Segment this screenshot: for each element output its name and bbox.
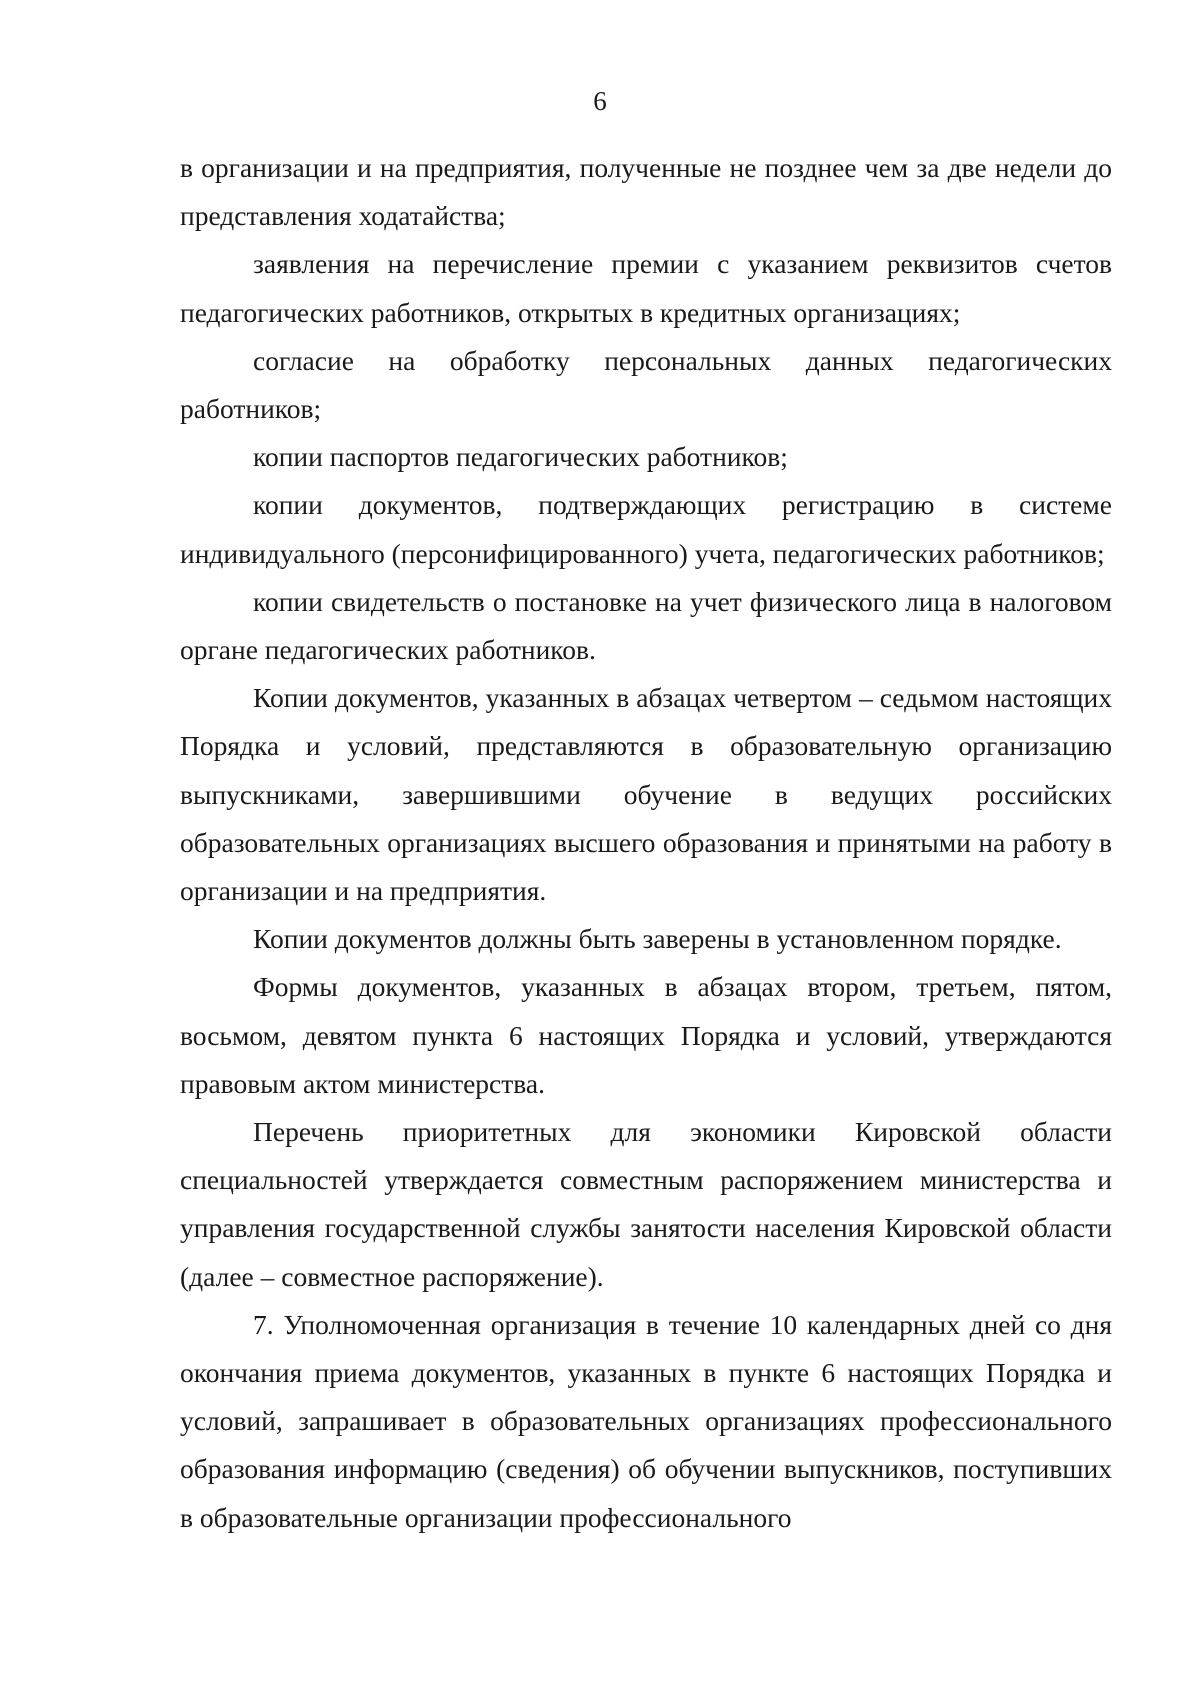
paragraph: Перечень приоритетных для экономики Кировской области специальностей утверждается совместным распоряжением министерства и управления государственной службы занятости населения Кировской области (далее – совместное распоряжение). — [180, 1116, 1112, 1292]
paragraph-list-item: копии документов, подтверждающих регистрацию в системе индивидуального (персонифицированного) учета, педагогических работников; — [180, 489, 1112, 569]
paragraph-list-item: копии паспортов педагогических работников; — [253, 441, 788, 473]
paragraph: Формы документов, указанных в абзацах втором, третьем, пятом, восьмом, девятом пункта 6 настоящих Порядка и условий, утверждаются правовым актом министерства. — [180, 971, 1112, 1099]
document-body — [180, 144, 1112, 1542]
paragraph: Копии документов должны быть заверены в установленном порядке. — [253, 923, 1062, 955]
paragraph-list-item: согласие на обработку персональных данных педагогических работников; — [180, 344, 1112, 425]
paragraph-continuation: в организации и на предприятия, полученные не позднее чем за две недели до представления ходатайства; — [180, 152, 1112, 232]
paragraph-list-item: копии свидетельств о постановке на учет физического лица в налоговом органе педагогических работников. — [180, 585, 1112, 666]
paragraph-section-7: 7. Уполномоченная организация в течение 10 календарных дней со дня окончания приема документов, указанных в пункте 6 настоящих Порядка и условий, запрашивает в образовательных организациях профессионального образования информацию (сведения) об обучении выпускников, поступивших в образовательные организации профессионального — [180, 1308, 1112, 1533]
paragraph: Копии документов, указанных в абзацах четвертом – седьмом настоящих Порядка и условий, представляются в образовательную организацию выпускниками, завершившими обучение в ведущих российских образовательных организациях высшего образования и принятыми на работу в организации и на предприятия. — [180, 682, 1112, 907]
paragraph-list-item: заявления на перечисление премии с указанием реквизитов счетов педагогических работников, открытых в кредитных организациях; — [180, 248, 1112, 328]
page-number: 6 — [593, 86, 607, 116]
